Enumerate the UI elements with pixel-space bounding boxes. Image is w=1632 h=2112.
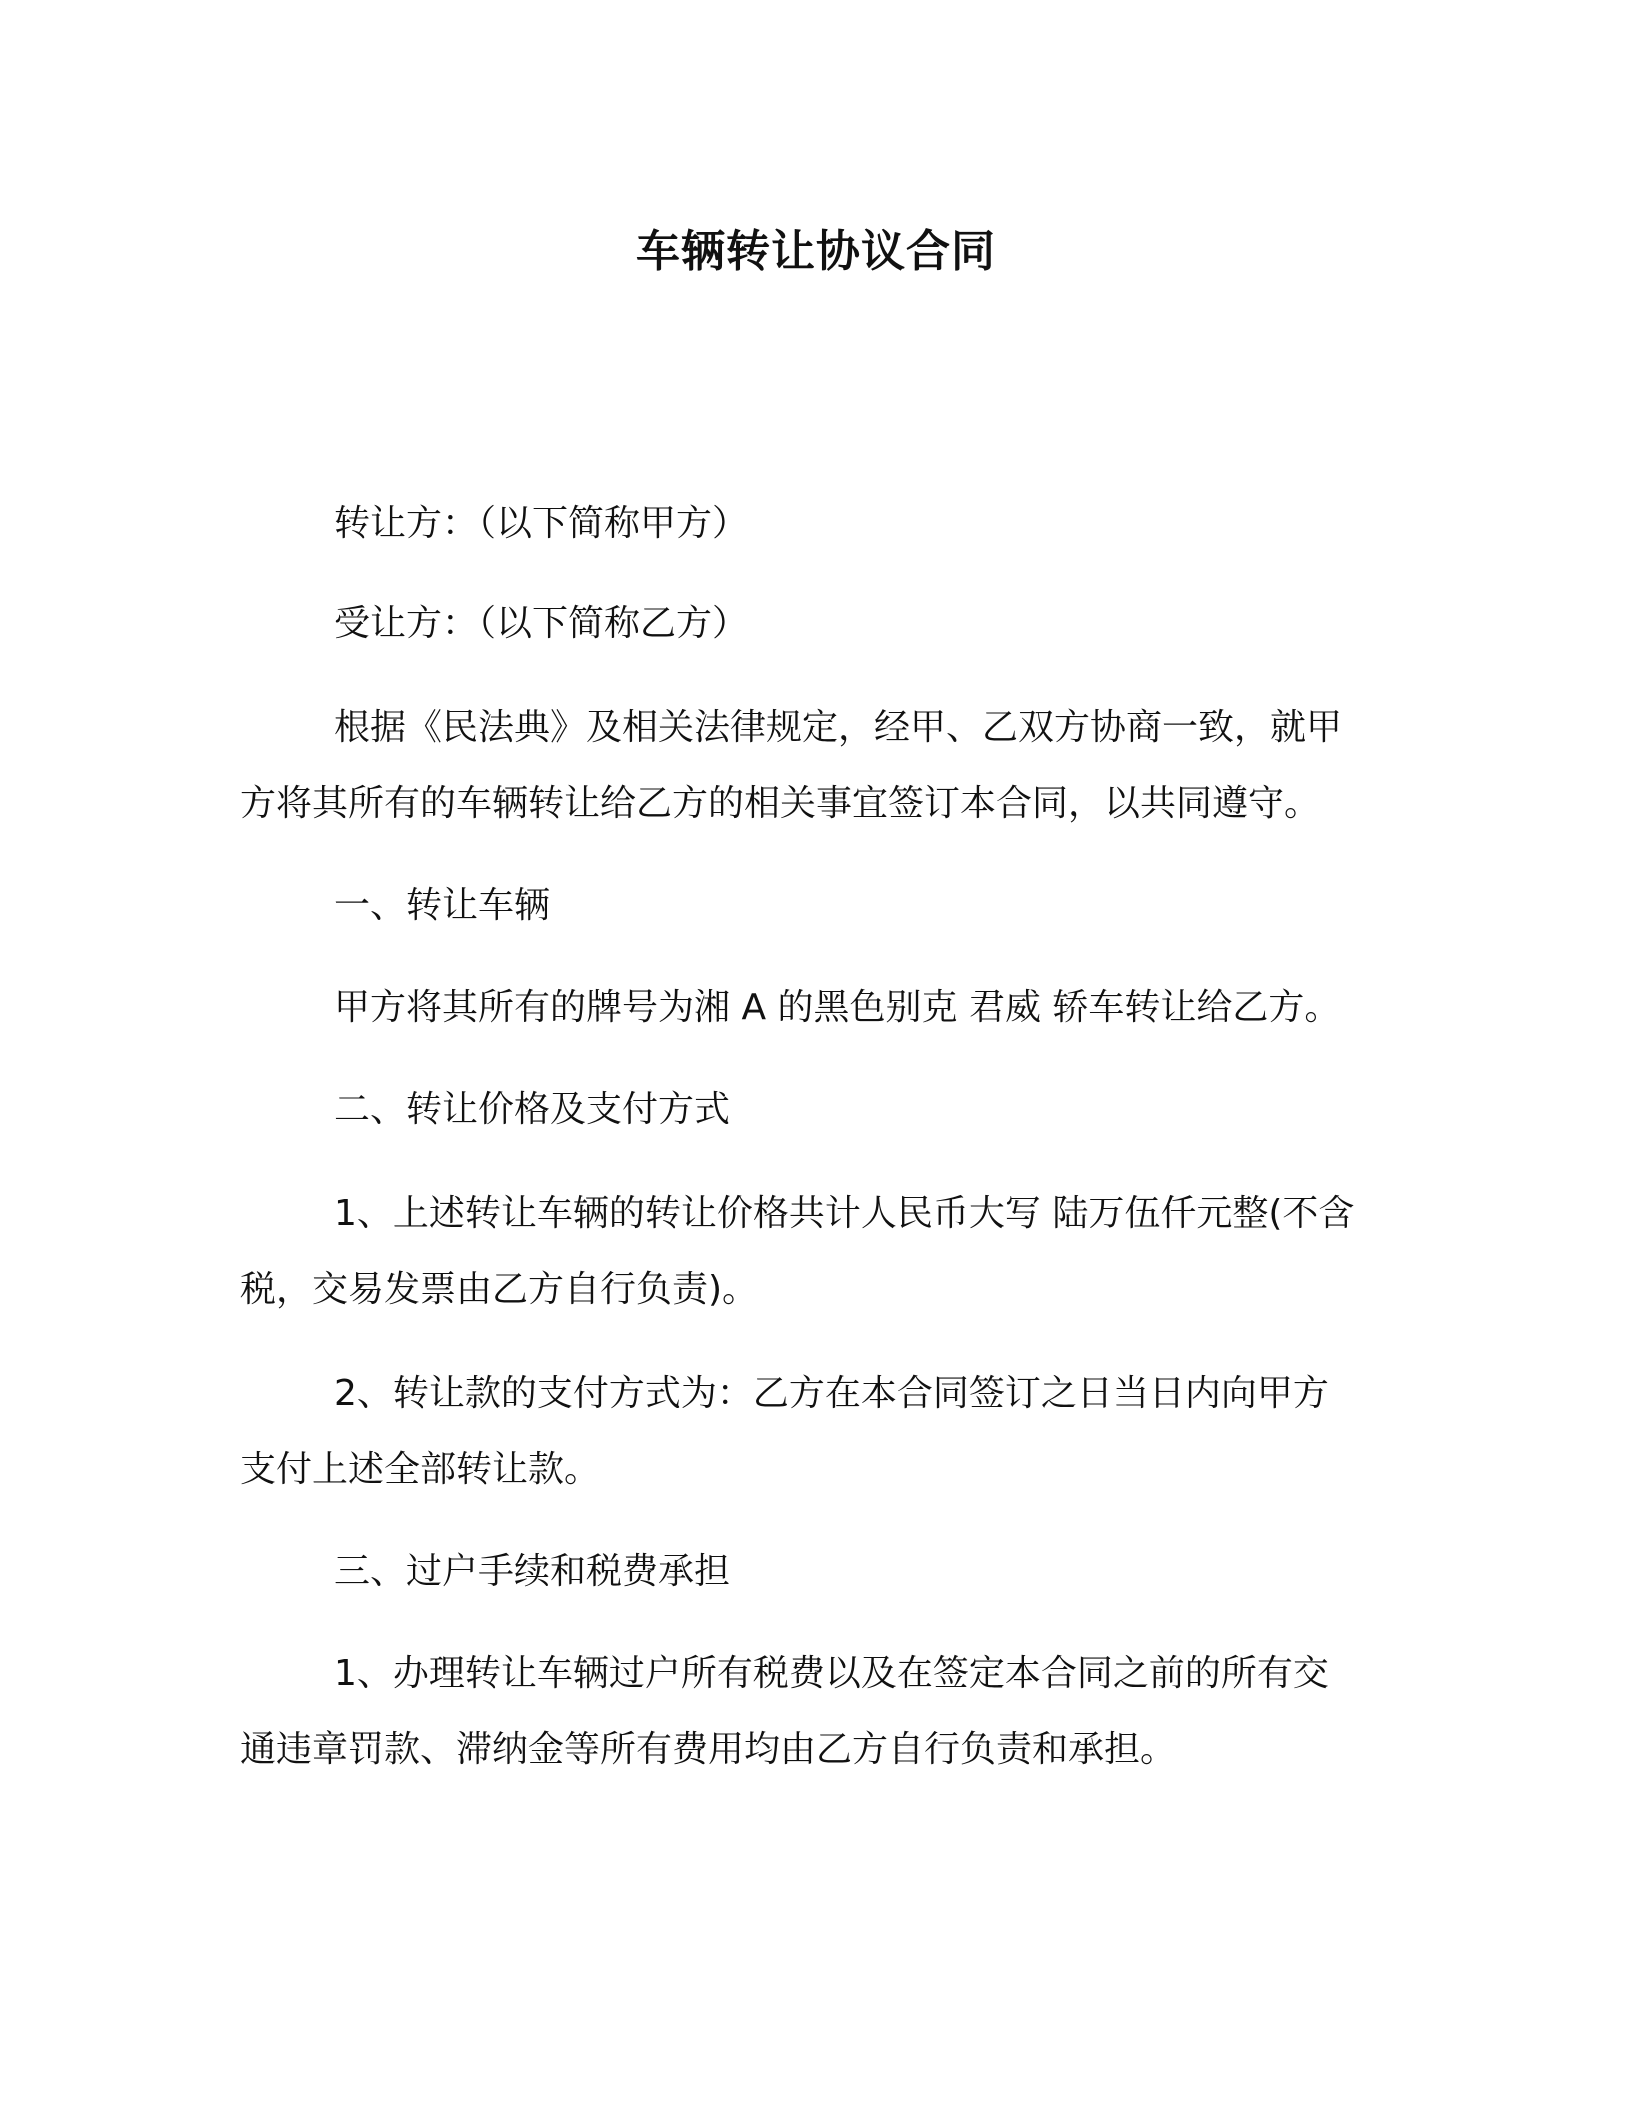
- clause-paragraph: [240, 1176, 1390, 1328]
- paragraph-line: 1、上述转让车辆的转让价格共计人民币大写 陆万伍仟元整(不含: [334, 1193, 1355, 1234]
- section-heading: [240, 1072, 1390, 1148]
- document-title: 车辆转让协议合同: [636, 226, 996, 277]
- paragraph-line: 税，交易发票由乙方自行负责)。: [240, 1269, 759, 1310]
- paragraph-line: 转让方：（以下简称甲方）: [334, 503, 749, 544]
- clause-paragraph: [240, 1356, 1390, 1508]
- paragraph-line: 2、转让款的支付方式为：乙方在本合同签订之日当日内向甲方: [334, 1373, 1329, 1414]
- section-heading: [240, 1534, 1390, 1610]
- paragraph-line: 甲方将其所有的牌号为湘 A 的黑色别克 君威 轿车转让给乙方。: [334, 987, 1341, 1028]
- paragraph-line: 方将其所有的车辆转让给乙方的相关事宜签订本合同，以共同遵守。: [240, 783, 1321, 824]
- paragraph-line: 受让方：（以下简称乙方）: [334, 603, 749, 644]
- paragraph-line: 三、过户手续和税费承担: [334, 1551, 731, 1592]
- preamble-paragraph: [240, 690, 1390, 842]
- clause-paragraph: [240, 1636, 1390, 1788]
- paragraph-line: 根据《民法典》及相关法律规定，经甲、乙双方协商一致，就甲: [334, 707, 1343, 748]
- transferee-line: [240, 586, 1390, 662]
- paragraph-line: 一、转让车辆: [334, 885, 551, 926]
- clause-paragraph: [240, 970, 1390, 1046]
- paragraph-line: 二、转让价格及支付方式: [334, 1089, 731, 1130]
- paragraph-line: 通违章罚款、滞纳金等所有费用均由乙方自行负责和承担。: [240, 1729, 1177, 1770]
- paragraph-line: 1、办理转让车辆过户所有税费以及在签定本合同之前的所有交: [334, 1653, 1329, 1694]
- section-heading: [240, 868, 1390, 944]
- paragraph-line: 支付上述全部转让款。: [240, 1449, 601, 1490]
- transferor-line: [240, 486, 1390, 562]
